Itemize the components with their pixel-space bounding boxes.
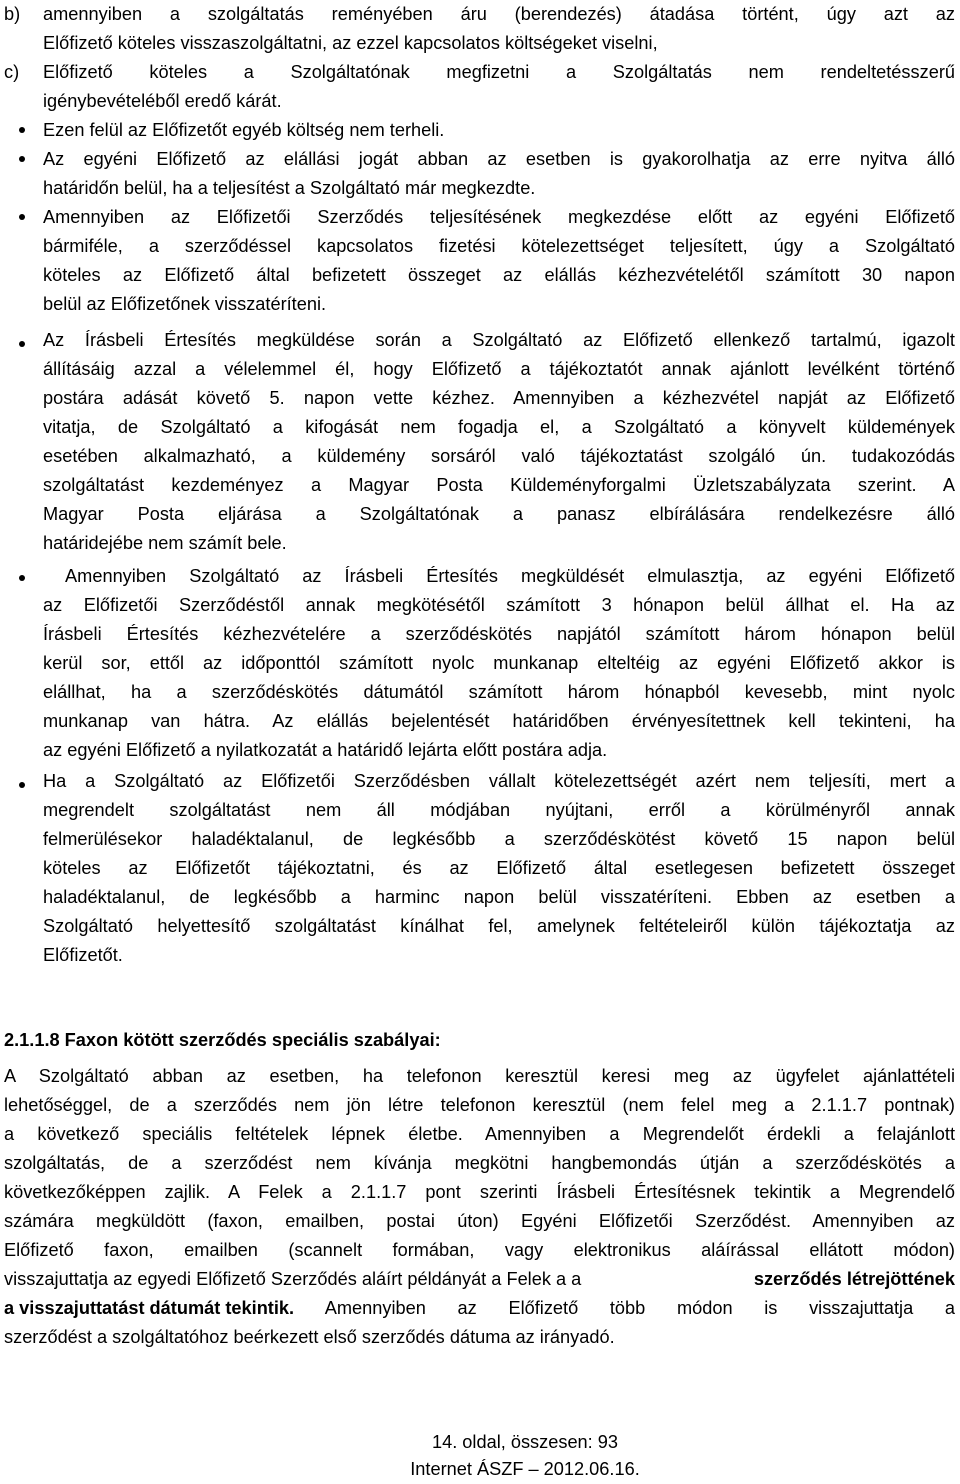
section-line-7: Előfizető faxon, emailben (scannelt formában, vagy elektronikus aláírással ellátott módon) [4, 1240, 955, 1260]
bullet-icon [19, 127, 25, 133]
bullet-6-line-2: megrendelt szolgáltatást nem áll módjában nyújtani, erről a körülményről annak [43, 800, 955, 820]
bullet-4-line-4: vitatja, de Szolgáltató a kifogását nem fogadja el, a Szolgáltató a könyvelt küldemények [43, 417, 955, 437]
bullet-icon [19, 214, 25, 220]
section-line-5: következőképpen zajlik. A Felek a 2.1.1.7 pont szerinti Írásbeli Értesítésnek tekintik a Megrendelő [4, 1182, 955, 1202]
bullet-6-line-6: Szolgáltató helyettesítő szolgáltatást kínálhat fel, amelynek feltételeiről külön tájékoztatja az [43, 916, 955, 936]
footer-doc-info: Internet ÁSZF – 2012.06.16. [410, 1459, 640, 1479]
section-line-4: szolgáltatás, de a szerződést nem kívánja megkötni hangbemondás útján a szerződéskötés a [4, 1153, 955, 1173]
bullet-3-line-4: belül az Előfizetőnek visszatéríteni. [43, 294, 327, 314]
bullet-6-line-7: Előfizetőt. [43, 945, 123, 965]
bullet-icon [19, 782, 25, 788]
bullet-4-line-1: Az Írásbeli Értesítés megküldése során a Szolgáltató az Előfizető ellenkező tartalmú, igazolt [43, 330, 955, 350]
bullet-6-line-3: felmerülésekor haladéktalanul, de legkésőbb a szerződéskötést követő 15 napon belül [43, 829, 955, 849]
bullet-5-line-2: az Előfizetői Szerződéstől annak megkötésétől számított 3 hónapon belül állhat el. Ha az [43, 595, 955, 615]
section-heading: 2.1.1.8 Faxon kötött szerződés speciális szabályai: [4, 1030, 441, 1050]
bullet-6-line-4: köteles az Előfizetőt tájékoztatni, és az Előfizető által esetlegesen befizetett összeget [43, 858, 955, 878]
list-marker-c: c) [4, 62, 20, 82]
bullet-4-line-2: állításáig azzal a vélelemmel él, hogy Előfizető a tájékoztatót annak ajánlott levélként történő [43, 359, 955, 379]
bullet-6-line-5: haladéktalanul, de legkésőbb a harminc napon belül visszatéríteni. Ebben az esetben a [43, 887, 955, 907]
bullet-2-line-2: határidőn belül, ha a teljesítést a Szolgáltató már megkezdte. [43, 178, 536, 198]
bullet-icon [19, 341, 25, 347]
bullet-6-line-1: Ha a Szolgáltató az Előfizetői Szerződésben vállalt kötelezettségét azért nem teljesíti, mert a [43, 771, 955, 791]
bullet-5-line-6: munkanap van hátra. Az elállás bejelentését határidőben érvényesítettnek kell tekinteni, ha [43, 711, 955, 731]
section-line-10: szerződést a szolgáltatóhoz beérkezett első szerződés dátuma az irányadó. [4, 1327, 615, 1347]
bullet-3-line-2: bármiféle, a szerződéssel kapcsolatos fizetési kötelezettséget teljesített, úgy a Szolgáltató [43, 236, 955, 256]
list-item-c-line-1: Előfizető köteles a Szolgáltatónak megfizetni a Szolgáltatás nem rendeltetésszerű [43, 62, 955, 82]
bullet-2-line-1: Az egyéni Előfizető az elállási jogát abban az esetben is gyakorolhatja az erre nyitva álló [43, 149, 955, 169]
section-line-3: a következő speciális feltételek lépnek életbe. Amennyiben a Megrendelőt érdekli a felajánlott [4, 1124, 955, 1144]
bullet-3-line-1: Amennyiben az Előfizetői Szerződés teljesítésének megkezdése előtt az egyéni Előfizető [43, 207, 955, 227]
section-line-9-plain: Amennyiben az Előfizető több módon is visszajuttatja a [294, 1298, 955, 1318]
section-line-9-bold: a visszajuttatást dátumát tekintik. [4, 1298, 295, 1318]
footer-page-info: 14. oldal, összesen: 93 [431, 1432, 619, 1452]
bullet-4-line-6: szolgáltatást kezdeményez a Magyar Posta Küldeményforgalmi Üzletszabályzata szerint. A [43, 475, 955, 495]
bullet-5-line-3: Írásbeli Értesítés kézhezvételére a szerződéskötés napjától számított három hónapon belül [43, 624, 955, 644]
section-line-6: számára megküldött (faxon, emailben, postai úton) Egyéni Előfizetői Szerződést. Amennyiben az [4, 1211, 955, 1231]
bullet-icon [19, 575, 25, 581]
section-line-9 [4, 1294, 955, 1323]
list-item-b-line-1: amennyiben a szolgáltatás reményében áru (berendezés) átadása történt, úgy azt az [43, 4, 955, 24]
bullet-5-line-4: kerül sor, ettől az időponttól számított nyolc munkanap elteltéig az egyéni Előfizető akkor is [43, 653, 955, 673]
section-line-1: A Szolgáltató abban az esetben, ha telefonon keresztül keresi meg az ügyfelet ajánlattételi [4, 1066, 955, 1086]
bullet-4-line-3: postára adását követő 5. napon vette kézhez. Amennyiben a kézhezvétel napját az Előfizető [43, 388, 955, 408]
bullet-4-line-7: Magyar Posta eljárása a Szolgáltatónak a panasz elbírálására rendelkezésre álló [43, 504, 955, 524]
section-line-8-bold: szerződés létrejöttének [753, 1269, 955, 1289]
bullet-1-line-1: Ezen felül az Előfizetőt egyéb költség nem terheli. [43, 120, 445, 140]
list-item-b-line-2: Előfizető köteles visszaszolgáltatni, az ezzel kapcsolatos költségeket viselni, [43, 33, 658, 53]
list-marker-b: b) [4, 4, 21, 24]
section-line-2: lehetőséggel, de a szerződés nem jön létre telefonon keresztül (nem felel meg a 2.1.1.7 pontnak) [4, 1095, 955, 1115]
bullet-5-line-7: az egyéni Előfizető a nyilatkozatát a határidő lejárta előtt postára adja. [43, 740, 608, 760]
bullet-4-line-8: határidejébe nem számít bele. [43, 533, 287, 553]
bullet-5-line-5: elállhat, ha a szerződéskötés dátumától számított három hónapból kevesebb, mint nyolc [43, 682, 955, 702]
section-line-8-plain: visszajuttatja az egyedi Előfizető Szerződés aláírt példányát a Felek a a [4, 1269, 582, 1289]
list-item-c-line-2: igénybevételéből eredő kárát. [43, 91, 282, 111]
bullet-icon [19, 156, 25, 162]
bullet-3-line-3: köteles az Előfizető által befizetett összeget az elállás kézhezvételétől számított 30 napon [43, 265, 955, 285]
bullet-5-line-1: Amennyiben Szolgáltató az Írásbeli Értesítés megküldését elmulasztja, az egyéni Előfizető [43, 566, 955, 586]
section-line-8 [4, 1265, 955, 1294]
bullet-4-line-5: esetében alkalmazható, a küldemény sorsáról való tájékoztatást szolgáló ún. tudakozódás [43, 446, 955, 466]
